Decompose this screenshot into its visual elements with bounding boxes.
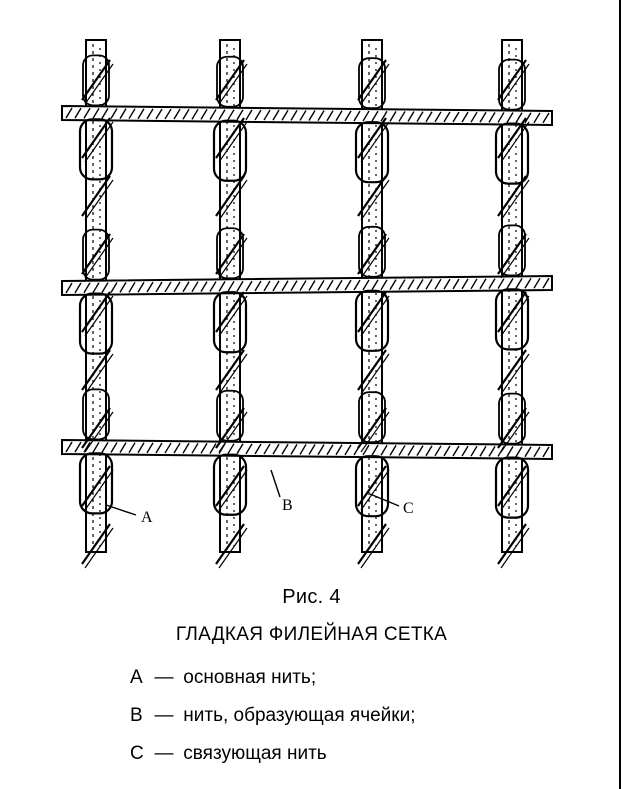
callout-b: B: [282, 497, 293, 514]
legend-text: основная нить;: [183, 667, 317, 688]
callout-a: A: [141, 509, 153, 526]
legend-text: связующая нить: [183, 743, 327, 764]
legend-key: C: [130, 743, 144, 764]
legend: [130, 664, 416, 778]
cell-thread: [62, 440, 552, 459]
legend-item-c: [130, 740, 416, 778]
legend-text: нить, образующая ячейки;: [183, 705, 416, 726]
legend-key: A: [130, 667, 143, 688]
legend-item-b: [130, 702, 416, 740]
legend-item-a: [130, 664, 416, 702]
legend-dash: —: [154, 743, 174, 764]
filet-mesh: [62, 40, 552, 568]
cell-thread: [62, 106, 552, 125]
legend-dash: —: [154, 705, 174, 726]
legend-dash: —: [154, 667, 174, 688]
leader-b: [271, 470, 280, 497]
cell-thread-body: [62, 440, 552, 459]
cell-thread: [62, 276, 552, 295]
figure-number: Рис. 4: [282, 586, 341, 608]
callout-c: C: [403, 500, 414, 517]
cell-thread-body: [62, 276, 552, 295]
leader-a: [106, 505, 136, 515]
cell-thread-body: [62, 106, 552, 125]
legend-key: B: [130, 705, 143, 726]
figure-title: ГЛАДКАЯ ФИЛЕЙНАЯ СЕТКА: [175, 624, 448, 645]
